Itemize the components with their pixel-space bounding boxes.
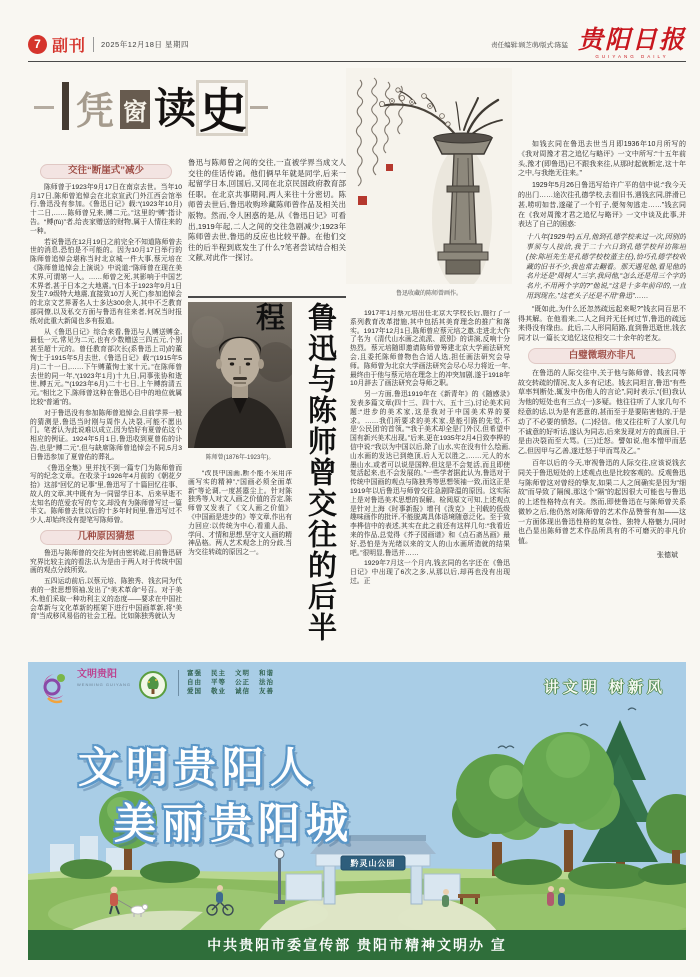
core-value-label: 民主: [211, 670, 227, 677]
paragraph: 百年以后的今天,审视鲁迅的人际交往,应该说钱玄同关于鲁迅短处的上述观点也是比较客观的。反观鲁迅与陈师曾这对曾经的挚友,如果二人之间确实是因为“细故”而导致了隔阂,那这个“隔”的起因很大可能也与鲁迅的上述性格特点有关。然而,即使鲁迅在与陈师曾关系微妙之后,他仍然对陈师曾的艺术作品赞誉有加——这一方面体现出鲁迅性格的复杂性、独特人格魅力,同时也凸显出陈师曾艺术作品所具有的不可磨灭的非凡价值。: [518, 459, 686, 546]
column-4-part-mid: [518, 305, 686, 344]
psa-poster: [28, 662, 686, 960]
logo-subtext: WENMING GUIYANG: [77, 682, 132, 687]
column-1-part-b: [30, 550, 182, 622]
paragraph: 若说鲁迅在12月19日之前完全不知道陈师曾去世的消息,恐怕是不可能的。因为10月17日举行的陈师曾追悼会堪称当时北京城一件大事,蔡元培在《陈师曾追悼会上演说》中说道:“陈师曾在现在美术界,可谓第一人。……师曾之死,其影响于中国艺术界者,甚于日本之大地震。”(日本于1923年9月1日发生7.9级特大地震,直接致10万人死亡)参加追悼会的北京文艺界著名人士多达300余人,其中不乏教育部同僚,以及私交方面与鲁迅有往来者,何况当时报纸对此重大新闻也多有报道。: [30, 238, 182, 325]
paragraph: 另一方面,鲁迅1919年在《新青年》的《随感录》发表多篇文章(四十三、四十六、五十三),讨论美术问题:“进步的美术家,这是我对于中国美术界的要求。……我们所要求的美术家,是能引路的先觉,不是'公民团'的首领。”“我于美术却全是门外汉,但希望中国有新兴美术出现。”后来,更在1935年2月4日致李桦的信中说:“我以为中国以后,除了山水,实在没有什么绘画,山水画的发达已到绝顶,后人无以胜之,……元人的水墨山水,或者可以说是国粹,但这是不会复活,而且即使复活起来,也不会发展的。”一些学者据此认为,鲁迅对于传统中国画的观点与陈独秀等思想领袖一致,而这正是1919年以后鲁迅与师曾交往急剧降温的原因。这实际上是对鲁迅美术思想的误解。检阅原文可知,上述观点是针对上海《时事新报》增刊《泼克》上刊载的低级趣味画作的批评,不能脱离具体语境随意泛化。至于致李桦信中的表述,其实在此之前还有这样几句:“我看近来的作品,总觉得《芥子园画谱》和《点石斋丛画》最好,恐怕是为光绪以来的文人的山水画所造就的结果吧。”很明显,鲁迅并……: [350, 391, 510, 557]
paragraph: 1929年7月这一个月内,钱玄同的名字还在《鲁迅日记》中出现了6次之多,从那以后,却再也没有出现过。正: [350, 560, 510, 585]
brand-logo: [578, 28, 686, 60]
column-3: [350, 310, 510, 644]
section-header-1: 交往“断崖式”减少: [40, 164, 172, 179]
page-header: [28, 27, 686, 60]
ad-main-slogan: [78, 740, 354, 852]
column-1-part-a: [30, 184, 182, 526]
paragraph: 五四运动前后,以蔡元培、陈独秀、钱玄同为代表的一批思想领袖,发出了“美术革命”号召。对于美术,他们采取一种功利主义的态度——要求在中国社会革新与文化革新的框架下进行中国画革新,将“美育”当成移风易俗的社会工程。比如陈独秀就认为: [30, 578, 182, 621]
issue-date: 2025年12月18日 星期四: [101, 39, 189, 49]
ad-slogan-line1: 文明贵阳人: [78, 744, 319, 791]
portrait-caption: 陈师曾(1876年-1923年)。: [205, 455, 275, 461]
core-values-column: [187, 670, 202, 696]
article-lede: 鲁迅与陈师曾之间的交往,一直被学界当成文人交往的佳话传诵。他们俩早年就是同学,后来一起留学日本,回国后,又同在北京民国政府教育部任职。在北京共事期间,两人来往十分密切。陈师曾去世后,鲁迅收购珍藏陈师曾作品及相关出版物。然而,令人困惑的是,从《鲁迅日记》可看出,1919年起,二人之间的交往急剧减少;1923年陈师曾去世,鲁迅的反应也比较平静。在他们交往的后半程到底发生了什么?笔者尝试结合相关文献,对此作一探讨。: [188, 158, 346, 298]
calligraphy-char-2: 窗: [120, 90, 150, 129]
brand-subtext: GUIYANG DAILY: [595, 54, 669, 60]
logo-title: 文明贵阳: [77, 669, 117, 680]
paragraph: 1929年5月26日鲁迅写给许广平的信中说:“我今天的出门……途次往孔德学校,去看旧书,遇钱玄同,胖滑已甚,唠叨如昔,遂碰了一个钉子,便匆匆逃走……”钱玄同在《我对周豫才君之追忆与略评》一文中谈及此事,并表达了自己的困惑:: [518, 182, 686, 229]
ad-slogan-line2: 美丽贵阳城: [114, 800, 355, 847]
paragraph: 如钱玄同在鲁迅去世当月即1936年10月所写的《我对周豫才君之追忆与略评》一文中所写:“十五年前头,豫才(即鲁迅)已不跟我来往,从那时起就断定,这十年之中,与我绝无往来。”: [518, 141, 686, 178]
section-label: 副刊: [52, 37, 87, 55]
paragraph: 鲁迅与陈师曾的交往为何由密转疏,目前鲁迅研究界比较主流的看法,认为是由于两人对于传统中国画的观点分歧所致。: [30, 549, 182, 575]
core-values-grid: [178, 670, 274, 696]
core-value-label: 平等: [211, 679, 227, 686]
wenming-guiyang-logo-icon: [38, 670, 70, 706]
wenming-guiyang-logo-text: [77, 670, 131, 687]
section-header-3: 白璧微瑕亦非凡: [528, 348, 676, 364]
column-4-part-a: [518, 140, 686, 230]
core-value-label: 和谐: [259, 670, 275, 677]
core-value-label: 敬业: [211, 688, 227, 695]
article-body: [28, 66, 686, 654]
quoted-passage: 十八年(1929年)五月,他到孔德学校来过一次,因别的事须与人接洽,我于二十六日到孔德学校拜访陈垣(按:陈垣先生是孔德学校校董主任),恰巧孔德学校收藏的旧书不少,我也常去翻看。那天遇见他,看见他的名片还是“周树人”三字,我问他,“怎么还是用三个字的名片,不用两个字的?”他说,“这是十多年前印的,一直用到现在。”这老头子还是不用“鲁迅”……: [526, 234, 686, 300]
park-gate-sign: 黔灵山公园: [350, 859, 396, 868]
paragraph: 对于鲁迅没有参加陈师曾追悼会,目前学界一般的猜测是,鲁迅当时刚与周作人决裂,可能不愿出门。笔者认为此说难以成立,因为恰好有夏曾佑这个相应的例证。1924年5月1日,鲁迅收到夏曾佑的讣告,也是“赙二元”,但与缺席陈师曾追悼会不同,5月3日鲁迅参加了夏曾佑的葬礼。: [30, 409, 182, 461]
core-value-label: 诚信: [235, 688, 251, 695]
core-value-label: 文明: [235, 670, 251, 677]
article-author: 张德斌: [657, 552, 678, 560]
calligraphy-char-1: 凭: [76, 91, 115, 133]
column-4-part-b: [518, 369, 686, 547]
core-value-label: 公正: [235, 679, 251, 686]
ad-sponsor-banner: 中共贵阳市委宣传部 贵阳市精神文明办 宣: [28, 930, 686, 960]
section-header-2: 几种原因猜想: [40, 530, 172, 545]
column-1: [30, 160, 182, 644]
paragraph: 《鲁迅全集》里并找不到一篇专门为陈师曾而写的纪念文章。在收录于1926年4月前的《朝花夕拾》这部“回忆的记事”里,鲁迅写了十篇回忆往事、故人的文章,其中既有为一同留学日本、后来早逝不太知名的范爱农写的专文,却没有为陈师曾写过一篇半文。陈师曾去世以后的十多年时间里,鲁迅写过不少人,却始终没有提笔写陈师曾。: [30, 464, 182, 525]
calligraphy-char-4: 史: [199, 85, 248, 138]
painting-caption: 鲁迅收藏的陈师曾画作。: [395, 291, 462, 297]
core-value-label: 富强: [187, 670, 203, 677]
garden-city-emblem-icon: [138, 670, 168, 700]
ad-logo-row: [38, 670, 274, 706]
ad-slogan-topright: 讲文明 树新风: [543, 679, 666, 696]
core-values-column: [259, 670, 274, 696]
column-4: [518, 140, 686, 644]
brand-name: 贵阳日报: [577, 27, 686, 55]
calligraphy-char-3: 读: [154, 87, 197, 133]
header-divider: [93, 37, 94, 52]
core-value-label: 自由: [187, 679, 203, 686]
article-vertical-title: 鲁迅与陈师曾交往的后半程: [252, 302, 336, 643]
core-values-column: [235, 670, 250, 696]
column-2-body: [188, 470, 292, 644]
paragraph: 从《鲁迅日记》综合来看,鲁迅与人赙送赙金,最低一元,常见为二元,也有少数赠送三四五元,个别甚至超十元的。曾任教育部次长(系鲁迅上司)的董恂士于1915年5月去世,《鲁迅日记》载:“(1915年5月)二十一日,……下午赙董恂士家十元。”在陈师曾去世的同一年,“(1923年1月)十九日,同事张协和逝世,赙五元。”“(1923年6月)二十七日,上午赙韵清五元。”相比之下,陈师曾这种在鲁迅心目中的地位就属比较“普通”的。: [30, 328, 182, 406]
paragraph: 1917年1月蔡元培出任北京大学校长后,施行了一系列教育改革措施,其中包括其美育理念的推广和落实。1917年12月1日,陈师曾应蔡元培之邀,走进北大作了名为《清代山水画之流派、派别》的讲演,反响十分热烈。蔡元培随即邀请陈师曾筹建北京大学画法研究会,且委托陈师曾物色合适人选,担任画法研究会导师。陈师曾为北京大学画法研究会尽心尽力将近一年,最终由于他与蔡元培在理念上的冲突加剧,遂于1918年10月辞去了画法研究会导师之职。: [350, 310, 510, 388]
ink-painting-figure: [346, 68, 512, 284]
core-value-label: 友善: [259, 688, 275, 695]
core-values-column: [211, 670, 226, 696]
header-rule: [28, 61, 686, 62]
editors-line: 责任编辑:顾芝萌/版式:陈猛: [491, 41, 568, 49]
core-value-label: 爱国: [187, 688, 203, 695]
page-number-badge: 7: [28, 35, 47, 54]
paragraph: 在鲁迅的人际交往中,关于他与陈师曾、钱玄同等故交转疏的情况,友人多有记述。钱玄同坦言,鲁迅“有些草率判断处,辄发中伤他人的言论”,同时表示,“(但)我认为他的短处也有三点:(一)多疑。他往往听了人家几句不经意的话,以为是有恶意的,甚而至于是要陷害他的,于是动了不必要的愤怒。(二)轻信。他又往往听了人家几句不诚意的好听话,遂认为同志,后来发现对方的真面目,于是由决裂而至大骂。(三)迁怒。譬如说,他本憎甲而恶乙,但因甲与乙善,遂迁怒于甲而骂及乙。”: [518, 369, 686, 456]
core-value-label: 法治: [259, 679, 275, 686]
paragraph: “改良中国画,断不能不采用洋画写实的精神”,“国画必须全面革新”等论调,一度甚嚣尘上。针对陈独秀等人对文人画之价值的否定,陈师曾又发表了《文人画之价值》《中国画是进步的》等文章,作出有力回应:以传统为中心,看重人品、学问、才情和思想,坚守文人画的精神品格。两人艺术观念上的分歧,当为交往转疏的原因之一。: [188, 470, 292, 557]
paragraph: “既如此,为什么还忽然疏远起来呢?”钱玄同百思不得其解。在他看来,二人之间并无任何过节,鲁迅的疏远来得没有缘由。此后,二人形同陌路,直到鲁迅逝世,钱玄同才以一篇长文追忆这位相交二十余年的老友。: [518, 305, 686, 343]
paragraph: 陈师曾于1923年9月17日在南京去世。当年10月17日,陈师曾追悼会在北京宣武门外江西会馆举行,鲁迅没有参加。《鲁迅日记》载:“(1923年10月)十二日,……陈师曾兄来,赙二元。”这里的“赙”指讣告。“赙(fù)”者,给丧家赠送的财物,属于人情往来的一种。: [30, 183, 182, 235]
